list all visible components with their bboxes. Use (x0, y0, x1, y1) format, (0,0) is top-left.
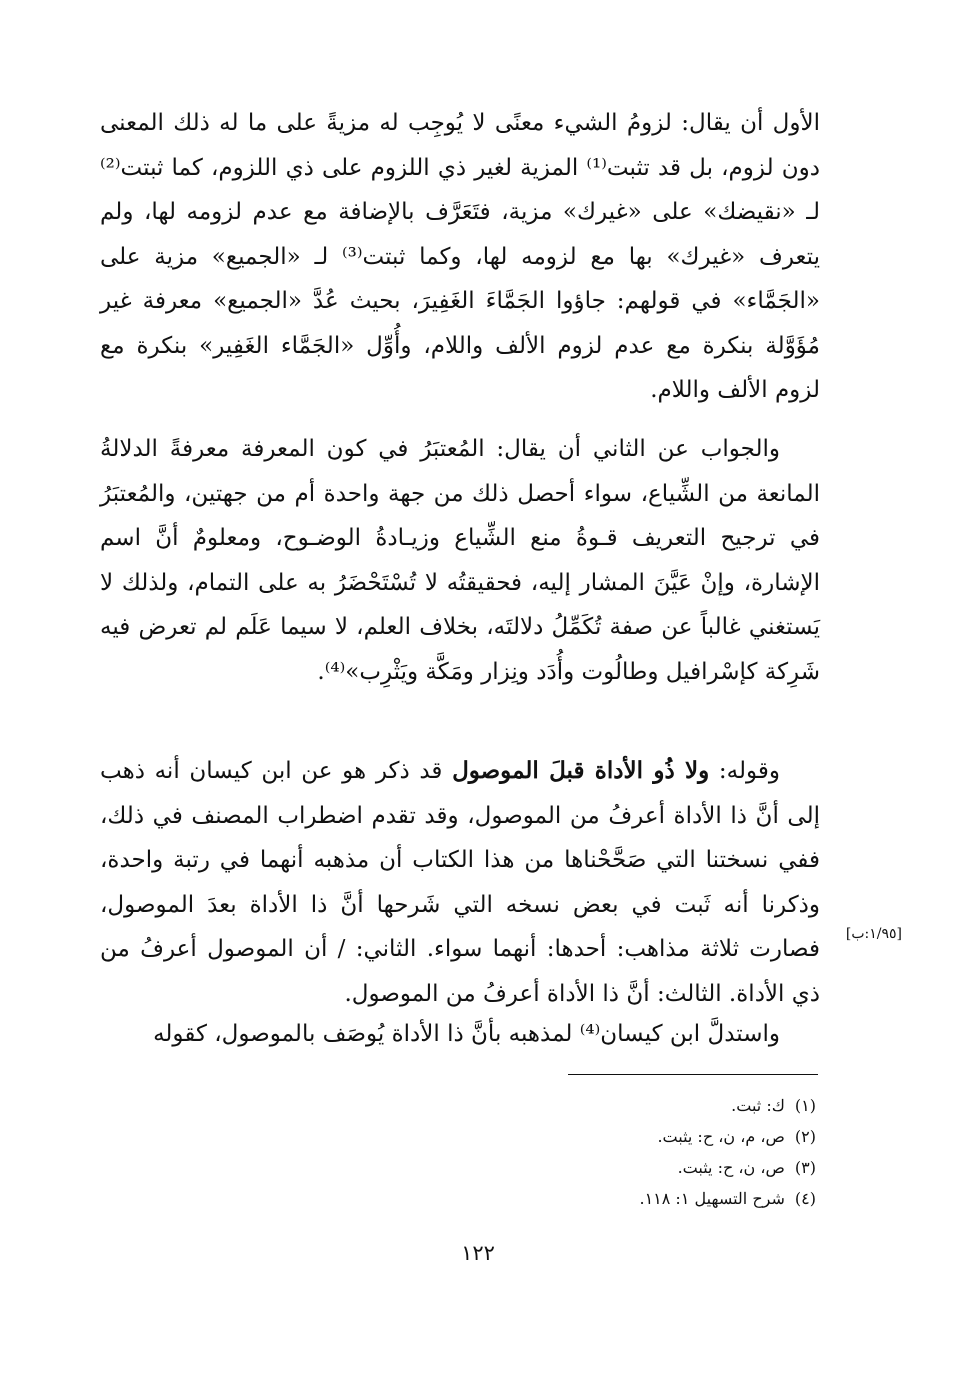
footnotes (400, 1090, 816, 1214)
footnote-item (400, 1090, 816, 1121)
text-paragraph-3 (100, 749, 820, 1016)
manuscript-folio-note: [١/٩٥:ب] (845, 926, 902, 942)
footnote-text: ك: ثبت. (731, 1096, 785, 1115)
footnote-text: شرح التسهيل ١: ١١٨. (639, 1189, 785, 1208)
footnote-number: (٤) (794, 1189, 816, 1208)
paragraph-text (100, 749, 820, 1016)
footnote-item (400, 1152, 816, 1183)
page-number: ١٢٢ (461, 1241, 495, 1265)
paragraph-text: الأول أن يقال: لزومُ الشيء معنًى لا يُوجِب له مزيةً على ما له ذلك المعنى دون لزوم، بل قد تثبت⁽¹⁾ المزية لغير ذي اللزوم على ذي اللزوم، كما ثبتت⁽²⁾ لـ «نقيضك» على «غيرك» مزية، فتَعَرَّف بالإضافة مع عدم لزومه لها، ولم يتعرف «غيرك» بها مع لزومه لها، وكما ثبتت⁽³⁾ لـ «الجميع» مزية على «الجَمَّاء» في قولهم: جاؤوا الجَمَّاءَ الغَفِيرَ، بحيث عُدَّ «الجميع» معرفة غير مُؤَوَّلة بنكرة مع عدم لزوم الألف واللام، وأُوِّل «الجَمَّاء الغَفِير» بنكرة مع لزوم الألف واللام. (100, 110, 820, 403)
footnote-item (400, 1121, 816, 1152)
footnote-number: (٢) (794, 1127, 816, 1146)
footnote-text: ص، م، ن، ح: يثبت. (657, 1127, 785, 1146)
quoted-matn: ولا ذُو الأداة قبلَ الموصول (452, 757, 710, 784)
paragraph-text: واستدلَّ ابن كيسان⁽⁴⁾ لمذهبه بأنَّ ذا الأداة يُوصَف بالموصول، كقوله (153, 1021, 780, 1047)
footnote-item (400, 1183, 816, 1214)
footnote-number: (٣) (794, 1158, 816, 1177)
text-paragraph-2 (100, 427, 820, 694)
paragraph-lead: وقوله: (709, 758, 780, 784)
footnote-separator (568, 1074, 818, 1075)
paragraph-text: والجواب عن الثاني أن يقال: المُعتبَرُ في كون المعرفة معرفةً الدلالةُ المانعة من الشِّياع، سواء أحصل ذلك من جهة واحدة أم من جهتين، والمُعتبَرُ في ترجيح التعريف قـوةُ منع الشِّياع وزيـادةُ الوضـوح، ومعلومٌ أنَّ اسم الإشارة، وإنْ عَيَّنَ المشار إليه، فحقيقتُه لا تُسْتَحْضَرُ به على التمام، ولذلك لا يَستغني غالباً عن صفة تُكَمِّلُ دلالتَه، بخلاف العلم، لا سيما عَلَم لم تعرض فيه شَرِكة كإسْرافيل وطالُوت وأُدَد ونِزار ومَكَّة ويَثْرِب»⁽⁴⁾. (100, 436, 820, 685)
footnote-text: ص، ن، ح: يثبت. (677, 1158, 785, 1177)
footnote-number: (١) (794, 1096, 816, 1115)
text-paragraph-1 (100, 101, 820, 413)
text-paragraph-4 (100, 1012, 820, 1057)
paragraph-body: قد ذكر هو عن ابن كيسان أنه ذهب إلى أنَّ ذا الأداة أعرفُ من الموصول، وقد تقدم اضطراب المصنف في ذلك، ففي نسختنا التي صَحَّحْناها من هذا الكتاب أن مذهبه أنهما في رتبة واحدة، وذكرنا أنه ثَبت في بعض نسخه التي شَرحها أنَّ ذا الأداة بعدَ الموصول، فصارت ثلاثة مذاهب: أحدها: أنهما سواء. الثاني: / أن الموصول أعرفُ من ذي الأداة. الثالث: أنَّ ذا الأداة أعرفُ من الموصول. (100, 758, 820, 1007)
